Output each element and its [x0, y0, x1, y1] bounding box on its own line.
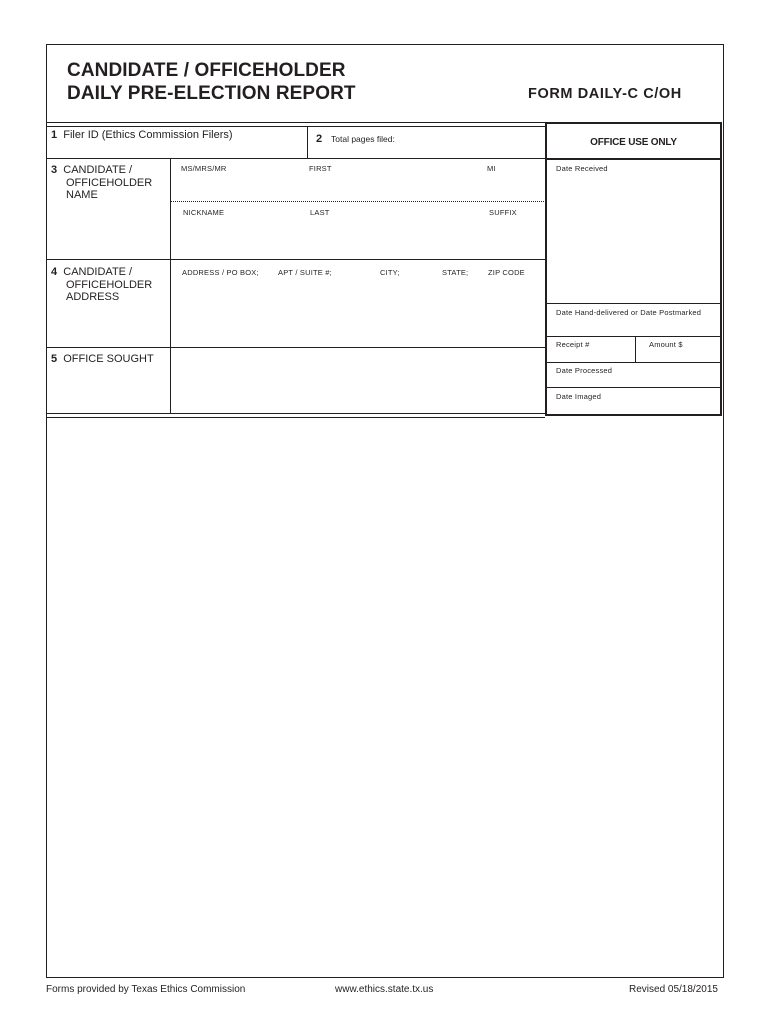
apt-sublabel: APT / SUITE #; [278, 268, 332, 277]
receipt-amount-divider [635, 336, 636, 362]
address-sublabel: ADDRESS / PO BOX; [182, 268, 259, 277]
office-rule-3 [545, 362, 722, 363]
name-dotted-divider [171, 201, 544, 202]
footer-revised: Revised 05/18/2015 [629, 984, 718, 995]
header-rule [46, 122, 545, 123]
field-number-4: 4 [51, 266, 58, 278]
first-name-sublabel: FIRST [309, 164, 332, 173]
total-pages-input[interactable] [410, 141, 540, 157]
city-sublabel: CITY; [380, 268, 400, 277]
date-hand-delivered-label: Date Hand-delivered or Date Postmarked [556, 308, 702, 317]
name-label-line3: NAME [66, 189, 98, 201]
footer-provider: Forms provided by Texas Ethics Commission [46, 984, 246, 995]
address-label-line3: ADDRESS [66, 291, 120, 303]
state-sublabel: STATE; [442, 268, 469, 277]
date-processed-label: Date Processed [556, 366, 613, 375]
total-pages-text: Total pages filed: [331, 134, 395, 144]
header-rule-inner [46, 126, 545, 127]
divider-1-2 [307, 126, 308, 158]
row-rule-2 [46, 259, 545, 260]
footer-website[interactable]: www.ethics.state.tx.us [335, 984, 434, 995]
filer-id-input[interactable] [171, 141, 301, 157]
label-column-divider [170, 158, 171, 414]
address-input[interactable] [175, 280, 540, 342]
last-name-sublabel: LAST [310, 208, 330, 217]
address-label [51, 266, 132, 279]
section-bottom-rule-inner [46, 417, 545, 418]
middle-initial-sublabel: MI [487, 164, 496, 173]
office-rule-1 [545, 303, 722, 304]
name-line2-input[interactable] [175, 220, 540, 254]
office-use-title: OFFICE USE ONLY [590, 137, 677, 148]
office-use-title-rule [545, 158, 722, 160]
filer-id-text: Filer ID (Ethics Commission Filers) [63, 129, 233, 141]
zip-sublabel: ZIP CODE [488, 268, 525, 277]
name-label [51, 164, 132, 177]
suffix-sublabel: SUFFIX [489, 208, 517, 217]
field-number-5: 5 [51, 353, 58, 365]
field-number-1: 1 [51, 129, 58, 141]
field-number-2: 2 [316, 133, 323, 145]
office-rule-4 [545, 387, 722, 388]
office-sought-input[interactable] [175, 352, 540, 410]
nickname-sublabel: NICKNAME [183, 208, 225, 217]
address-label-line2: OFFICEHOLDER [66, 279, 153, 291]
date-imaged-label: Date Imaged [556, 392, 602, 401]
section-bottom-rule [46, 413, 545, 414]
amount-label: Amount $ [649, 340, 683, 349]
name-label-line1: CANDIDATE / [63, 164, 133, 176]
field-number-3: 3 [51, 164, 58, 176]
row-rule-3 [46, 347, 545, 348]
form-title-line1: CANDIDATE / OFFICEHOLDER [67, 60, 346, 81]
address-label-line1: CANDIDATE / [63, 266, 133, 278]
date-received-label: Date Received [556, 164, 608, 173]
form-title-line2: DAILY PRE-ELECTION REPORT [67, 83, 356, 104]
row-rule-1 [46, 158, 545, 159]
name-label-line2: OFFICEHOLDER [66, 177, 153, 189]
office-rule-2 [545, 336, 722, 337]
prefix-sublabel: MS/MRS/MR [181, 164, 227, 173]
total-pages-label [316, 129, 395, 147]
office-sought-label [51, 353, 154, 366]
form-code: FORM DAILY-C C/OH [528, 86, 682, 102]
office-sought-text: OFFICE SOUGHT [63, 353, 154, 365]
receipt-label: Receipt # [556, 340, 590, 349]
name-line1-input[interactable] [175, 175, 540, 197]
